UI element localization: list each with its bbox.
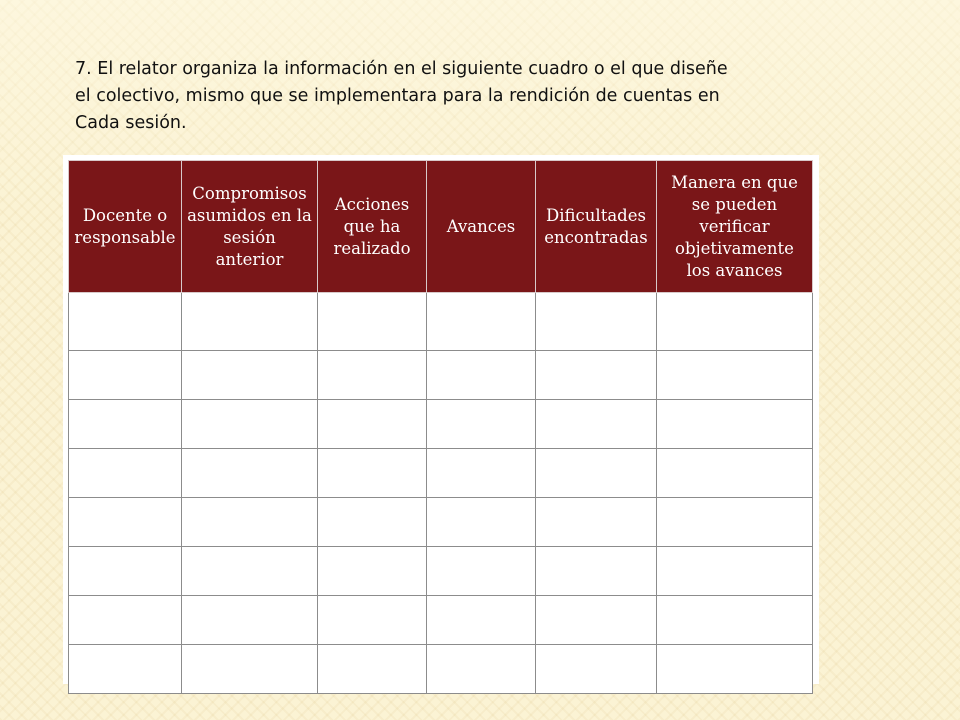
table-cell	[657, 449, 813, 498]
table-cell	[318, 400, 427, 449]
table-cell	[69, 498, 182, 547]
table-row	[69, 547, 813, 596]
table-row	[69, 498, 813, 547]
table-cell	[318, 645, 427, 694]
table-cell	[318, 498, 427, 547]
table-cell	[318, 547, 427, 596]
table-cell	[182, 547, 318, 596]
table-cell	[536, 293, 657, 351]
table-header-row	[69, 161, 813, 293]
instruction-line: Cada sesión.	[75, 113, 187, 133]
table-cell	[182, 400, 318, 449]
table-cell	[318, 449, 427, 498]
table-row	[69, 645, 813, 694]
table-cell	[69, 293, 182, 351]
table-cell	[536, 400, 657, 449]
table-cell	[182, 449, 318, 498]
table-cell	[427, 596, 536, 645]
table-cell	[427, 293, 536, 351]
table-cell	[69, 645, 182, 694]
table-row	[69, 596, 813, 645]
table-cell	[536, 498, 657, 547]
instruction-line: el colectivo, mismo que se implementara para la rendición de cuentas en	[75, 86, 720, 106]
table-cell	[318, 293, 427, 351]
table-cell	[318, 596, 427, 645]
table-cell	[536, 645, 657, 694]
instruction-text	[75, 56, 845, 137]
table-cell	[536, 547, 657, 596]
table-cell	[69, 547, 182, 596]
table-row	[69, 400, 813, 449]
header-docente-responsable: Docente o responsable	[69, 161, 182, 293]
table-cell	[657, 351, 813, 400]
accountability-table	[68, 160, 813, 694]
table-cell	[657, 547, 813, 596]
table-cell	[536, 351, 657, 400]
table-row	[69, 449, 813, 498]
table-cell	[427, 645, 536, 694]
table-cell	[427, 547, 536, 596]
table-cell	[536, 596, 657, 645]
table-cell	[657, 293, 813, 351]
table-cell	[427, 498, 536, 547]
table-cell	[182, 645, 318, 694]
header-manera-verificar: Manera en que se pueden verificar objetivamente los avances	[657, 161, 813, 293]
header-avances: Avances	[427, 161, 536, 293]
header-compromisos-asumidos: Compromisos asumidos en la sesión anterior	[182, 161, 318, 293]
table-cell	[427, 400, 536, 449]
table-cell	[657, 400, 813, 449]
table-cell	[69, 400, 182, 449]
table-cell	[69, 351, 182, 400]
table-cell	[182, 498, 318, 547]
table-cell	[69, 596, 182, 645]
table-cell	[182, 596, 318, 645]
table-cell	[182, 293, 318, 351]
table-row	[69, 351, 813, 400]
table-body	[69, 293, 813, 694]
table-cell	[427, 351, 536, 400]
table-cell	[657, 596, 813, 645]
instruction-line: 7. El relator organiza la información en el siguiente cuadro o el que diseñe	[75, 59, 728, 79]
header-dificultades-encontradas: Dificultades encontradas	[536, 161, 657, 293]
table-cell	[657, 498, 813, 547]
table-cell	[69, 449, 182, 498]
header-acciones-realizado: Acciones que ha realizado	[318, 161, 427, 293]
table-image-frame	[63, 155, 819, 684]
table-cell	[657, 645, 813, 694]
table-cell	[318, 351, 427, 400]
table-cell	[182, 351, 318, 400]
table-cell	[427, 449, 536, 498]
table-row	[69, 293, 813, 351]
table-cell	[536, 449, 657, 498]
